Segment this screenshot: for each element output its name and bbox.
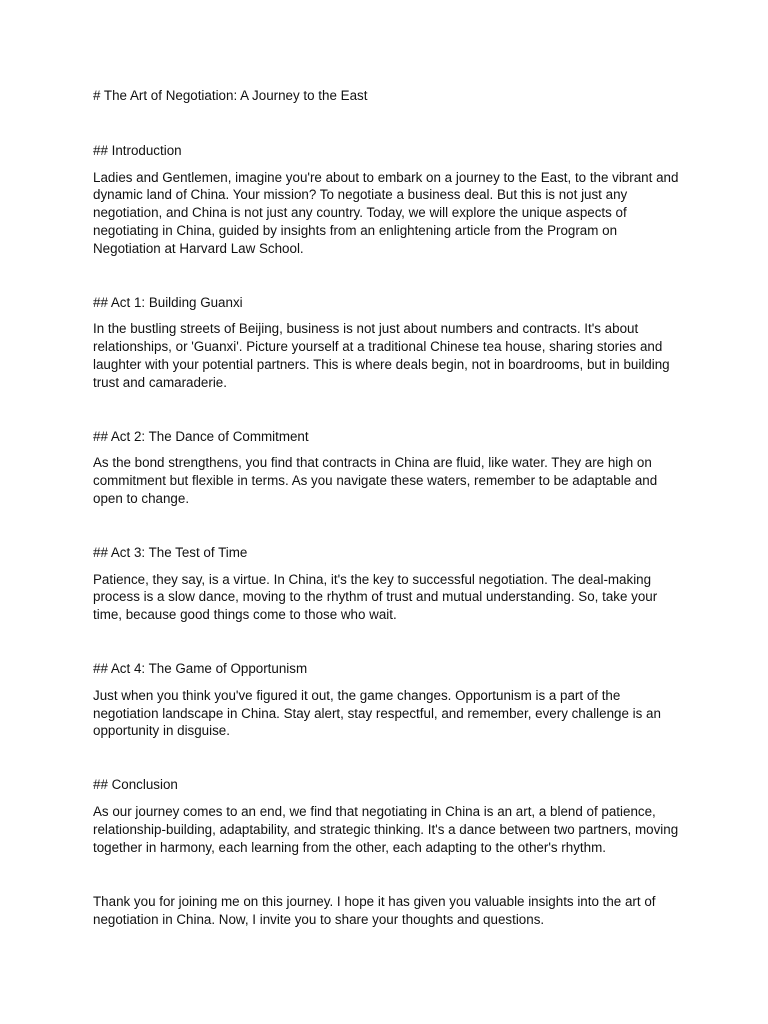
document-content [93,87,683,929]
paragraph-line: Negotiation at Harvard Law School. [93,240,304,256]
section-heading-introduction: ## Introduction [93,142,182,158]
paragraph-line: laughter with your potential partners. This is where deals begin, not in boardrooms, but in building [93,356,670,372]
paragraph-line: together in harmony, each learning from the other, each adapting to the other's rhythm. [93,839,606,855]
paragraph-line: Just when you think you've figured it out, the game changes. Opportunism is a part of the [93,687,621,703]
paragraph-line: In the bustling streets of Beijing, business is not just about numbers and contracts. It's about [93,321,639,337]
paragraph-act-4 [93,687,683,740]
paragraph-line: Ladies and Gentlemen, imagine you're about to embark on a journey to the East, to the vibrant and [93,169,679,185]
section-heading-conclusion: ## Conclusion [93,777,178,793]
paragraph-conclusion [93,803,683,856]
paragraph-line: relationship-building, adaptability, and strategic thinking. It's a dance between two partners, moving [93,821,679,837]
paragraph-line: commitment but flexible in terms. As you navigate these waters, remember to be adaptable and [93,473,658,489]
document-title: # The Art of Negotiation: A Journey to the East [93,88,368,103]
paragraph-act-2 [93,454,683,507]
paragraph-line: Thank you for joining me on this journey. I hope it has given you valuable insights into the art of [93,894,656,910]
paragraph-line: negotiation in China. Now, I invite you to share your thoughts and questions. [93,912,545,928]
paragraph-line: As our journey comes to an end, we find that negotiating in China is an art, a blend of patience, [93,803,656,819]
paragraph-line: open to change. [93,490,190,506]
paragraph-line: relationships, or 'Guanxi'. Picture yourself at a traditional Chinese tea house, sharing stories and [93,339,663,355]
paragraph-line: process is a slow dance, moving to the rhythm of trust and mutual understanding. So, take your [93,589,658,605]
paragraph-line: negotiation, and China is not just any country. Today, we will explore the unique aspects of [93,205,627,221]
section-heading-act-4: ## Act 4: The Game of Opportunism [93,660,308,676]
paragraph-line: As the bond strengthens, you find that contracts in China are fluid, like water. They are high on [93,455,652,471]
paragraph-line: Patience, they say, is a virtue. In China, it's the key to successful negotiation. The deal-making [93,571,652,587]
section-heading-act-2: ## Act 2: The Dance of Commitment [93,428,309,444]
paragraph-act-1 [93,320,683,391]
paragraph-act-3 [93,571,683,624]
paragraph-line: dynamic land of China. Your mission? To negotiate a business deal. But this is not just any [93,187,628,203]
paragraph-line: opportunity in disguise. [93,723,230,739]
paragraph-introduction [93,169,683,258]
paragraph-line: negotiating in China, guided by insights from an enlightening article from the Program on [93,222,618,238]
closing-paragraph [93,893,683,929]
section-heading-act-3: ## Act 3: The Test of Time [93,544,248,560]
paragraph-line: time, because good things come to those who wait. [93,607,397,623]
section-heading-act-1: ## Act 1: Building Guanxi [93,294,243,310]
paragraph-line: negotiation landscape in China. Stay alert, stay respectful, and remember, every challenge is an [93,705,661,721]
paragraph-line: trust and camaraderie. [93,374,227,390]
